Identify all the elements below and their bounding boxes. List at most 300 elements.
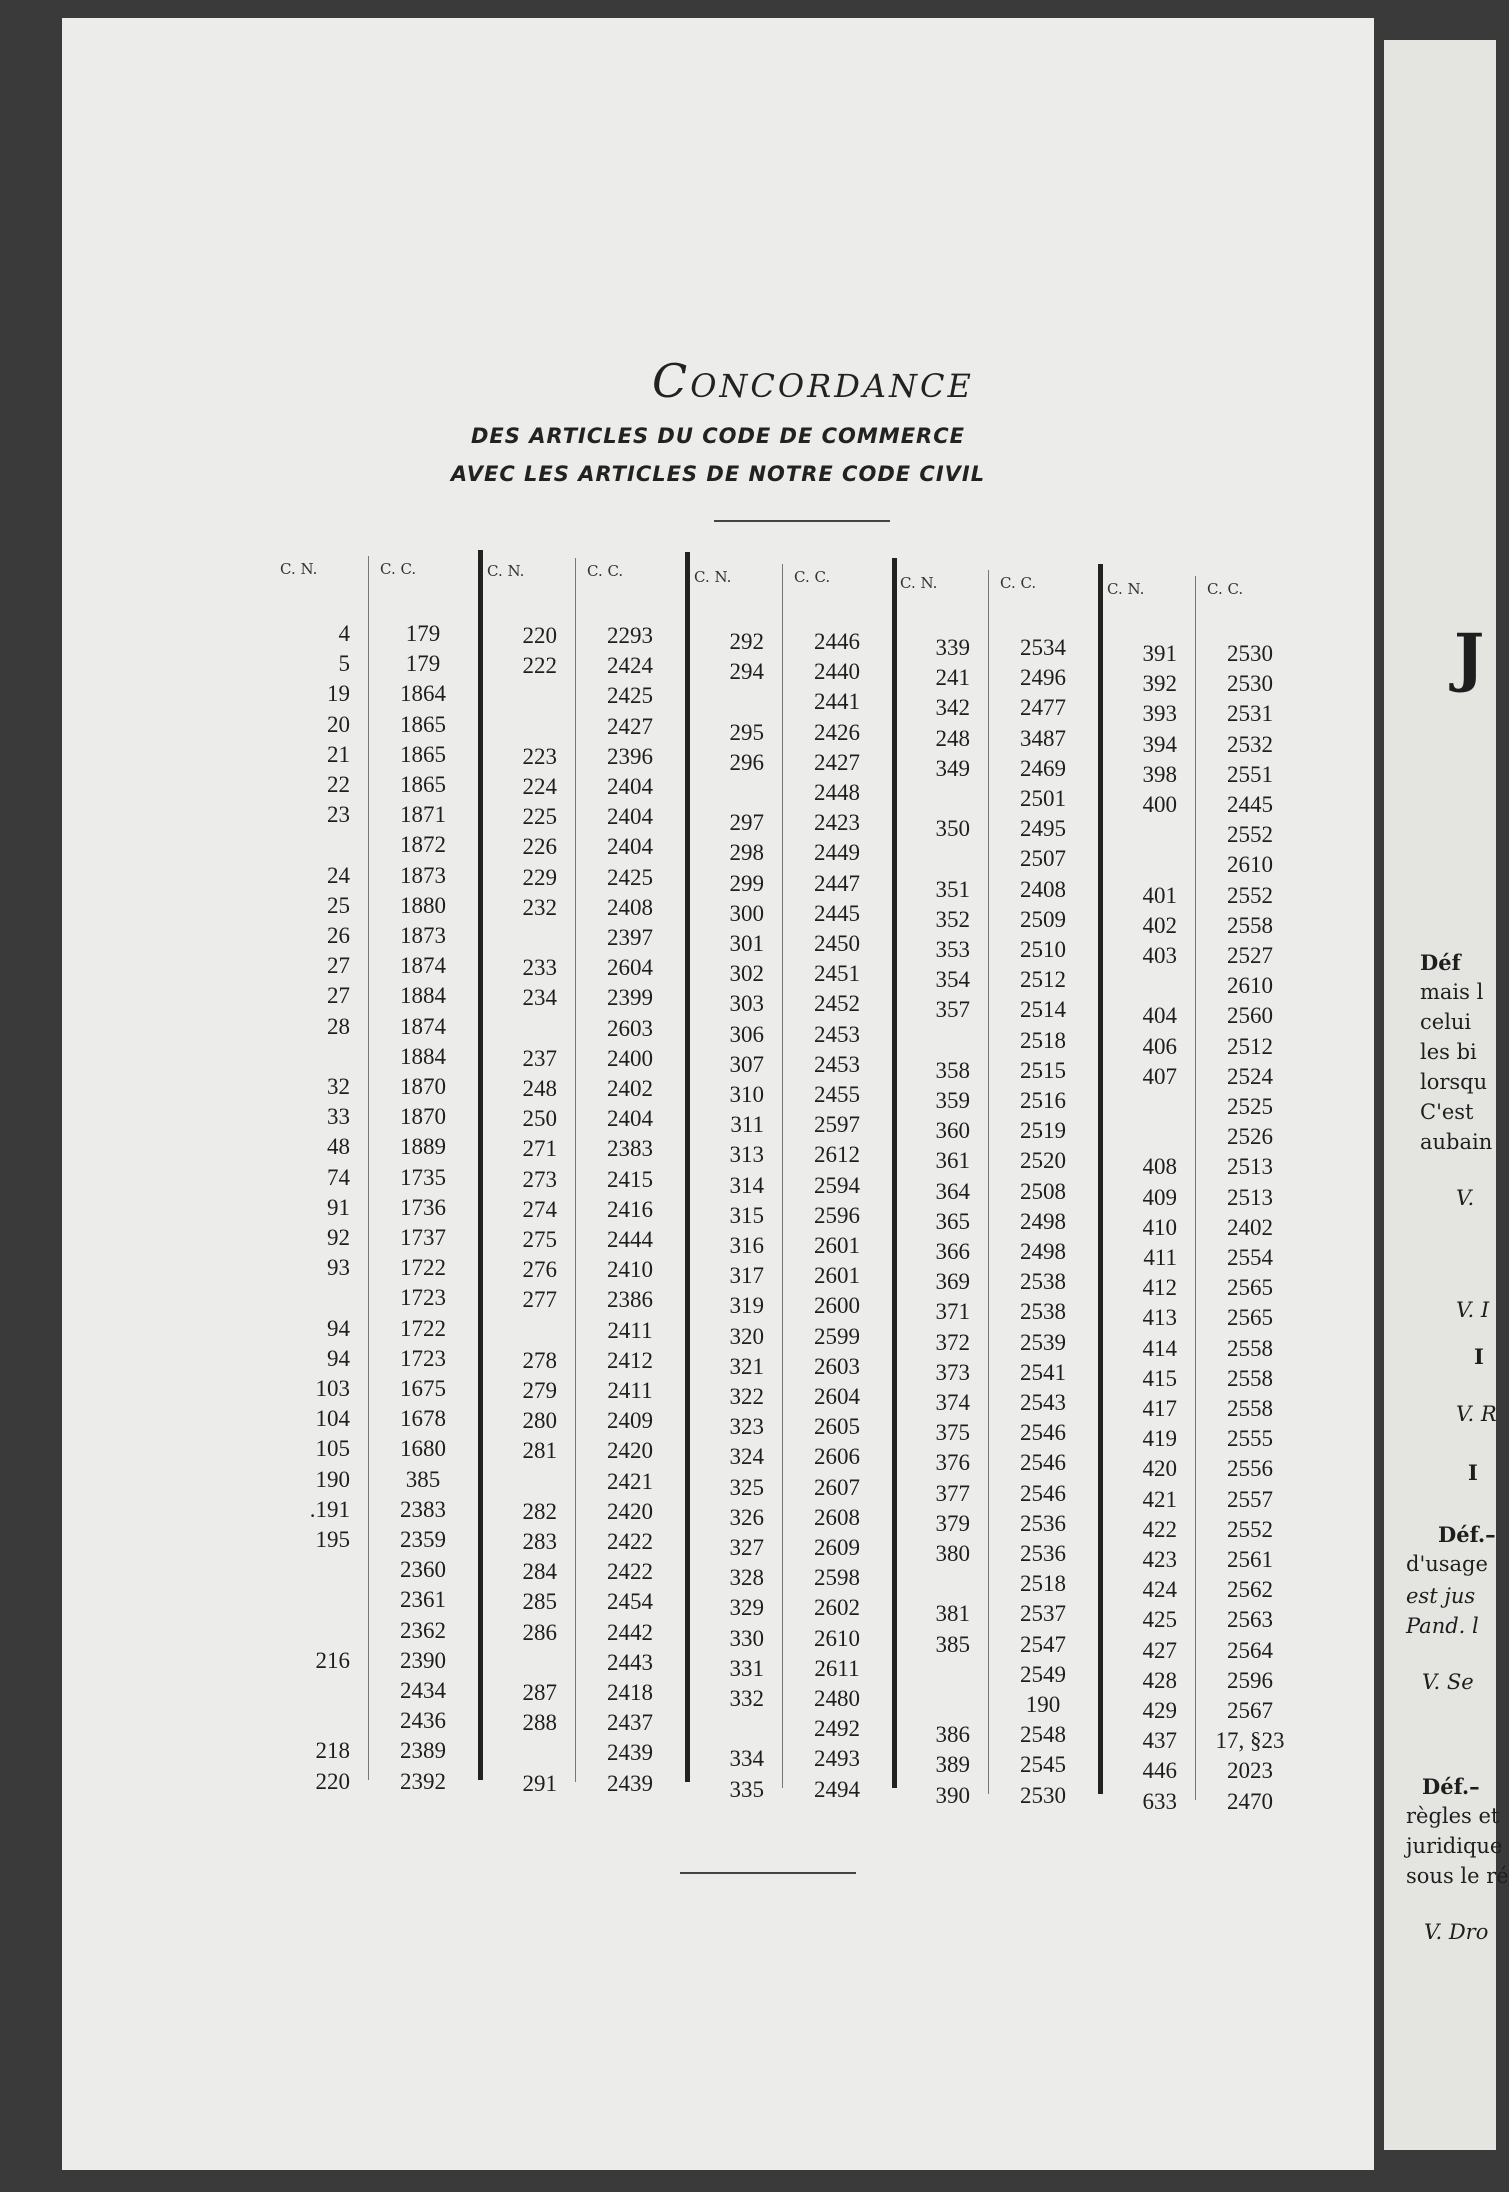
cell-cn: 403 bbox=[1142, 943, 1177, 968]
cell-cc: 2605 bbox=[814, 1414, 860, 1440]
cell-cc: 2455 bbox=[814, 1082, 860, 1107]
cell-cn: 279 bbox=[522, 1378, 557, 1403]
cell-cn: 331 bbox=[729, 1655, 764, 1681]
cell-cc: 1884 bbox=[400, 983, 446, 1009]
cell-cc: 2427 bbox=[814, 749, 860, 775]
col-header-cn-3: C. N. bbox=[694, 568, 732, 586]
cell-cc: 2436 bbox=[400, 1708, 446, 1734]
cell-cc: 2518 bbox=[1020, 1571, 1066, 1597]
cell-cn: 321 bbox=[729, 1353, 764, 1379]
right-page-text-fragment: règles et bbox=[1406, 1804, 1500, 1828]
col-header-cn-1: C. N. bbox=[280, 560, 318, 578]
cell-cn: 282 bbox=[522, 1498, 557, 1524]
cell-cn: 437 bbox=[1142, 1728, 1177, 1754]
cell-cc: 2360 bbox=[400, 1557, 446, 1583]
col-header-cn-2: C. N. bbox=[487, 562, 525, 580]
cell-cn: 237 bbox=[522, 1045, 557, 1071]
cell-cc: 1865 bbox=[400, 741, 446, 767]
cell-cn: 248 bbox=[935, 725, 970, 751]
cell-cc: 2602 bbox=[814, 1595, 860, 1621]
cell-cc: 2443 bbox=[607, 1649, 653, 1675]
cell-cn: 311 bbox=[730, 1112, 764, 1138]
right-page-fragment bbox=[1384, 40, 1509, 2150]
col-header-cn-4: C. N. bbox=[900, 574, 938, 592]
cell-cn: 285 bbox=[522, 1589, 557, 1615]
cell-cn: 325 bbox=[729, 1474, 764, 1500]
cell-cn: 271 bbox=[522, 1136, 557, 1162]
cell-cc: 1889 bbox=[400, 1134, 446, 1160]
cell-cn: 216 bbox=[315, 1647, 350, 1673]
cell-cc: 2525 bbox=[1227, 1094, 1273, 1119]
cell-cn: 350 bbox=[935, 816, 970, 842]
cell-cc: 2598 bbox=[814, 1565, 860, 1591]
cell-cn: 342 bbox=[935, 695, 970, 721]
cell-cc: 2412 bbox=[607, 1347, 653, 1373]
cell-cc: 2562 bbox=[1227, 1577, 1273, 1603]
cell-cc: 2519 bbox=[1020, 1118, 1066, 1144]
cell-cn: 4 bbox=[338, 621, 350, 646]
cell-cc: 2610 bbox=[814, 1625, 860, 1651]
cell-cc: 2526 bbox=[1227, 1124, 1273, 1150]
cell-cn: 366 bbox=[935, 1239, 970, 1264]
cell-cn: 250 bbox=[522, 1106, 557, 1132]
cell-cc: 1675 bbox=[400, 1376, 446, 1401]
right-page-text-fragment: mais l bbox=[1420, 980, 1484, 1004]
right-page-text-fragment: V. bbox=[1456, 1186, 1475, 1210]
cell-cn: 294 bbox=[729, 659, 764, 685]
cell-cn: 417 bbox=[1142, 1396, 1177, 1421]
right-page-text-fragment: Pand. l bbox=[1406, 1614, 1479, 1638]
cell-cn: 32 bbox=[327, 1074, 350, 1099]
cell-cc: 2422 bbox=[607, 1559, 653, 1585]
cell-cc: 179 bbox=[405, 621, 441, 646]
cell-cn: 48 bbox=[327, 1134, 350, 1160]
cell-cc: 2420 bbox=[607, 1498, 653, 1524]
cell-cc: 2477 bbox=[1020, 695, 1066, 721]
cell-cc: 2480 bbox=[814, 1686, 860, 1711]
cell-cc: 2423 bbox=[814, 810, 860, 836]
cell-cc: 3487 bbox=[1020, 725, 1066, 751]
cell-cn: 390 bbox=[935, 1782, 970, 1808]
cell-cn: 277 bbox=[522, 1287, 557, 1313]
cell-cc: 1737 bbox=[400, 1225, 446, 1250]
cell-cn: 364 bbox=[935, 1178, 970, 1204]
cell-cc: 2515 bbox=[1020, 1057, 1066, 1083]
cell-cc: 2422 bbox=[607, 1529, 653, 1554]
cell-cc: 2495 bbox=[1020, 816, 1066, 842]
cell-cn: 373 bbox=[935, 1359, 970, 1385]
cell-cn: 24 bbox=[327, 862, 350, 888]
cell-cn: 25 bbox=[327, 892, 350, 918]
cell-cc: 2449 bbox=[814, 840, 860, 866]
cell-cn: 195 bbox=[315, 1527, 350, 1552]
cell-cc: 2411 bbox=[607, 1317, 653, 1343]
cell-cc: 1874 bbox=[400, 953, 446, 979]
cell-cc: 2516 bbox=[1020, 1088, 1066, 1113]
cell-cc: 2596 bbox=[1227, 1667, 1273, 1693]
cell-cc: 2510 bbox=[1020, 937, 1066, 962]
title-underline bbox=[714, 520, 890, 522]
cell-cn: 408 bbox=[1142, 1154, 1177, 1180]
cell-cn: 33 bbox=[327, 1104, 350, 1130]
cell-cc: 2439 bbox=[607, 1770, 653, 1796]
cell-cc: 2565 bbox=[1227, 1275, 1273, 1301]
cell-cc: 2445 bbox=[814, 900, 860, 926]
right-page-text-fragment: lorsqu bbox=[1420, 1070, 1488, 1094]
cell-cn: 428 bbox=[1142, 1667, 1177, 1693]
cell-cn: 23 bbox=[327, 802, 350, 828]
cell-cc: 2541 bbox=[1020, 1359, 1066, 1385]
cell-cc: 2567 bbox=[1227, 1698, 1273, 1723]
cell-cn: 381 bbox=[935, 1601, 970, 1627]
cell-cn: 349 bbox=[935, 755, 970, 781]
cell-cc: 2551 bbox=[1227, 761, 1273, 787]
cell-cn: 413 bbox=[1142, 1305, 1177, 1331]
cell-cc: 2361 bbox=[400, 1587, 446, 1613]
cell-cc: 2437 bbox=[607, 1710, 653, 1736]
subtitle-line-2: AVEC LES ARTICLES DE NOTRE CODE CIVIL bbox=[450, 462, 986, 486]
cell-cc: 2469 bbox=[1020, 755, 1066, 781]
cell-cc: 2441 bbox=[814, 689, 860, 715]
cell-cn: 275 bbox=[522, 1227, 557, 1252]
cell-cn: 229 bbox=[522, 864, 557, 890]
cell-cc: 2415 bbox=[607, 1166, 653, 1192]
cell-cc: 2565 bbox=[1227, 1305, 1273, 1331]
cell-cc: 1864 bbox=[400, 681, 446, 707]
page-title: Concordance bbox=[652, 354, 974, 408]
cell-cc: 1865 bbox=[400, 711, 446, 737]
cell-cn: 414 bbox=[1142, 1335, 1177, 1361]
cell-cc: 2561 bbox=[1227, 1547, 1273, 1572]
cell-cc: 2539 bbox=[1020, 1329, 1066, 1355]
cell-cc: 2603 bbox=[607, 1015, 653, 1041]
cell-cc: 2421 bbox=[607, 1468, 653, 1494]
cell-cn: 220 bbox=[315, 1768, 350, 1794]
cell-cc: 2536 bbox=[1020, 1510, 1066, 1536]
cell-cc: 2530 bbox=[1227, 641, 1273, 666]
cell-cc: 2452 bbox=[814, 991, 860, 1017]
cell-cc: 2552 bbox=[1227, 1516, 1273, 1542]
cell-cn: 410 bbox=[1142, 1214, 1177, 1240]
cell-cc: 2404 bbox=[607, 804, 653, 830]
cell-cc: 2445 bbox=[1227, 792, 1273, 817]
cell-cn: 404 bbox=[1142, 1003, 1177, 1029]
cell-cc: 179 bbox=[405, 651, 441, 677]
right-page-text-fragment: J bbox=[1454, 620, 1485, 695]
cell-cc: 2402 bbox=[607, 1076, 653, 1101]
cell-cc: 1872 bbox=[400, 832, 446, 858]
cell-cc: 2442 bbox=[607, 1619, 653, 1645]
cell-cc: 2512 bbox=[1020, 967, 1066, 993]
cell-cc: 17, §23 bbox=[1215, 1728, 1285, 1754]
subtitle-line-1: DES ARTICLES DU CODE DE COMMERCE bbox=[471, 424, 965, 448]
right-page-text-fragment: I bbox=[1468, 1460, 1478, 1485]
cell-cc: 2520 bbox=[1020, 1148, 1066, 1174]
col-header-cc-5: C. C. bbox=[1207, 580, 1244, 598]
right-page-text-fragment: sous le ré bbox=[1406, 1864, 1509, 1888]
cell-cc: 2453 bbox=[814, 1021, 860, 1047]
cell-cc: 2408 bbox=[1020, 876, 1066, 902]
cell-cn: 372 bbox=[935, 1329, 970, 1355]
cell-cn: 429 bbox=[1142, 1698, 1177, 1723]
cell-cc: 2538 bbox=[1020, 1269, 1066, 1295]
cell-cc: 2410 bbox=[607, 1257, 653, 1283]
cell-cn: 93 bbox=[327, 1255, 350, 1281]
cell-cn: 330 bbox=[729, 1625, 764, 1651]
cell-cc: 2555 bbox=[1227, 1426, 1273, 1452]
cell-cc: 1736 bbox=[400, 1194, 446, 1220]
cell-cn: 332 bbox=[729, 1686, 764, 1711]
right-page-text-fragment: juridique bbox=[1406, 1834, 1503, 1858]
cell-cn: 94 bbox=[327, 1345, 350, 1371]
cell-cn: 380 bbox=[935, 1541, 970, 1566]
cell-cn: 225 bbox=[522, 804, 557, 830]
cell-cc: 2604 bbox=[607, 955, 653, 981]
cell-cc: 2564 bbox=[1227, 1637, 1273, 1663]
cell-cc: 1873 bbox=[400, 862, 446, 888]
cell-cn: 335 bbox=[729, 1776, 764, 1802]
cell-cc: 2454 bbox=[607, 1589, 653, 1615]
cell-cc: 2389 bbox=[400, 1738, 446, 1764]
col-header-cc-2: C. C. bbox=[587, 562, 624, 580]
cell-cn: 299 bbox=[729, 870, 764, 896]
cell-cn: 633 bbox=[1142, 1788, 1177, 1814]
cell-cc: 2594 bbox=[814, 1172, 860, 1198]
cell-cc: 2426 bbox=[814, 719, 860, 745]
right-page-text-fragment: celui bbox=[1420, 1010, 1472, 1034]
cell-cn: 379 bbox=[935, 1510, 970, 1536]
left-page bbox=[62, 18, 1374, 2170]
cell-cc: 2610 bbox=[1227, 852, 1273, 878]
cell-cn: 419 bbox=[1142, 1426, 1177, 1452]
cell-cc: 2470 bbox=[1227, 1788, 1273, 1814]
cell-cn: 310 bbox=[729, 1082, 764, 1107]
cell-cc: 385 bbox=[405, 1466, 441, 1492]
cell-cc: 1871 bbox=[400, 802, 446, 828]
right-page-text-fragment: V. Dro bbox=[1424, 1920, 1489, 1944]
cell-cn: 446 bbox=[1142, 1758, 1177, 1784]
cell-cc: 2560 bbox=[1227, 1003, 1273, 1029]
cell-cn: 105 bbox=[315, 1436, 350, 1462]
cell-cc: 2601 bbox=[814, 1263, 860, 1289]
cell-cn: 27 bbox=[327, 953, 350, 979]
cell-cn: 412 bbox=[1142, 1275, 1177, 1301]
cell-cc: 2607 bbox=[814, 1474, 860, 1500]
cell-cc: 1870 bbox=[400, 1104, 446, 1130]
cell-cn: 327 bbox=[729, 1535, 764, 1560]
cell-cn: 292 bbox=[729, 629, 764, 654]
cell-cc: 2606 bbox=[814, 1444, 860, 1470]
col-header-cn-5: C. N. bbox=[1107, 580, 1145, 598]
cell-cc: 2383 bbox=[400, 1496, 446, 1522]
cell-cn: 92 bbox=[327, 1225, 350, 1250]
cell-cc: 2558 bbox=[1227, 1335, 1273, 1361]
cell-cc: 2545 bbox=[1020, 1752, 1066, 1778]
cell-cn: 323 bbox=[729, 1414, 764, 1440]
cell-cc: 2427 bbox=[607, 713, 653, 739]
cell-cc: 2390 bbox=[400, 1647, 446, 1673]
cell-cn: 297 bbox=[729, 810, 764, 836]
cell-cn: 233 bbox=[522, 955, 557, 981]
cell-cn: 353 bbox=[935, 937, 970, 962]
cell-cn: 369 bbox=[935, 1269, 970, 1295]
cell-cc: 1880 bbox=[400, 892, 446, 918]
cell-cn: 241 bbox=[935, 665, 970, 691]
cell-cc: 2534 bbox=[1020, 635, 1066, 660]
cell-cc: 2399 bbox=[607, 985, 653, 1011]
cell-cc: 2450 bbox=[814, 931, 860, 956]
cell-cn: 248 bbox=[522, 1076, 557, 1101]
cell-cn: 400 bbox=[1142, 792, 1177, 817]
cell-cc: 2439 bbox=[607, 1740, 653, 1766]
cell-cn: 391 bbox=[1142, 641, 1177, 666]
cell-cn: 19 bbox=[327, 681, 350, 707]
cell-cc: 2547 bbox=[1020, 1631, 1066, 1657]
cell-cn: 226 bbox=[522, 834, 557, 860]
cell-cc: 2408 bbox=[607, 894, 653, 920]
cell-cn: 339 bbox=[935, 635, 970, 660]
cell-cc: 2492 bbox=[814, 1716, 860, 1742]
cell-cc: 2537 bbox=[1020, 1601, 1066, 1627]
cell-cn: 359 bbox=[935, 1088, 970, 1113]
cell-cc: 2507 bbox=[1020, 846, 1066, 872]
cell-cn: 415 bbox=[1142, 1365, 1177, 1391]
cell-cn: 358 bbox=[935, 1057, 970, 1083]
cell-cn: 322 bbox=[729, 1384, 764, 1409]
cell-cc: 2420 bbox=[607, 1438, 653, 1464]
cell-cn: 409 bbox=[1142, 1184, 1177, 1210]
cell-cc: 2440 bbox=[814, 659, 860, 685]
cell-cc: 2604 bbox=[814, 1384, 860, 1409]
cell-cc: 2557 bbox=[1227, 1486, 1273, 1512]
cell-cc: 2538 bbox=[1020, 1299, 1066, 1325]
cell-cn: 354 bbox=[935, 967, 970, 993]
cell-cn: 319 bbox=[729, 1293, 764, 1319]
cell-cn: 27 bbox=[327, 983, 350, 1009]
cell-cc: 2409 bbox=[607, 1408, 653, 1434]
cell-cn: 301 bbox=[729, 931, 764, 956]
cell-cn: 420 bbox=[1142, 1456, 1177, 1482]
col-header-cc-1: C. C. bbox=[380, 560, 417, 578]
cell-cn: 300 bbox=[729, 900, 764, 926]
cell-cn: 296 bbox=[729, 749, 764, 775]
cell-cc: 2498 bbox=[1020, 1239, 1066, 1264]
cell-cn: 316 bbox=[729, 1233, 764, 1258]
cell-cn: 357 bbox=[935, 997, 970, 1023]
cell-cc: 2501 bbox=[1020, 786, 1066, 811]
cell-cc: 1723 bbox=[400, 1345, 446, 1371]
cell-cc: 2362 bbox=[400, 1617, 446, 1643]
cell-cc: 1735 bbox=[400, 1164, 446, 1190]
cell-cn: 352 bbox=[935, 906, 970, 932]
cell-cc: 2597 bbox=[814, 1112, 860, 1138]
cell-cn: 74 bbox=[327, 1164, 350, 1190]
cell-cc: 1874 bbox=[400, 1013, 446, 1039]
cell-cc: 1884 bbox=[400, 1043, 446, 1069]
cell-cn: 222 bbox=[522, 653, 557, 679]
cell-cn: 351 bbox=[935, 876, 970, 902]
cell-cc: 2563 bbox=[1227, 1607, 1273, 1633]
cell-cc: 2397 bbox=[607, 925, 653, 950]
cell-cc: 2546 bbox=[1020, 1480, 1066, 1506]
cell-cn: 398 bbox=[1142, 761, 1177, 787]
right-page-text-fragment: Déf.– bbox=[1422, 1774, 1480, 1799]
cell-cn: 421 bbox=[1142, 1486, 1177, 1512]
cell-cn: 328 bbox=[729, 1565, 764, 1591]
cell-cc: 2514 bbox=[1020, 997, 1066, 1023]
cell-cc: 2530 bbox=[1020, 1782, 1066, 1808]
cell-cn: 295 bbox=[729, 719, 764, 745]
cell-cn: 104 bbox=[315, 1406, 350, 1432]
cell-cn: 91 bbox=[327, 1194, 350, 1220]
cell-cc: 1873 bbox=[400, 923, 446, 948]
cell-cc: 2411 bbox=[607, 1378, 653, 1403]
cell-cn: 218 bbox=[315, 1738, 350, 1764]
cell-cn: 377 bbox=[935, 1480, 970, 1506]
cell-cc: 2023 bbox=[1227, 1758, 1273, 1784]
cell-cn: 276 bbox=[522, 1257, 557, 1283]
cell-cc: 2558 bbox=[1227, 1365, 1273, 1391]
cell-cc: 2546 bbox=[1020, 1450, 1066, 1476]
cell-cn: 303 bbox=[729, 991, 764, 1017]
cell-cc: 2610 bbox=[1227, 973, 1273, 999]
cell-cn: 94 bbox=[327, 1315, 350, 1341]
cell-cn: 103 bbox=[315, 1376, 350, 1401]
cell-cc: 2518 bbox=[1020, 1027, 1066, 1053]
cell-cc: 2448 bbox=[814, 780, 860, 805]
cell-cn: 274 bbox=[522, 1196, 557, 1222]
cell-cn: 313 bbox=[729, 1142, 764, 1168]
cell-cc: 2404 bbox=[607, 774, 653, 799]
cell-cn: 389 bbox=[935, 1752, 970, 1778]
cell-cc: 2513 bbox=[1227, 1184, 1273, 1210]
cell-cn: 386 bbox=[935, 1722, 970, 1748]
cell-cn: 320 bbox=[729, 1323, 764, 1349]
cell-cc: 2453 bbox=[814, 1051, 860, 1077]
cell-cn: 334 bbox=[729, 1746, 764, 1772]
cell-cn: 306 bbox=[729, 1021, 764, 1047]
cell-cc: 190 bbox=[1025, 1692, 1061, 1717]
cell-cn: 361 bbox=[935, 1148, 970, 1174]
cell-cn: 374 bbox=[935, 1390, 970, 1415]
cell-cn: 288 bbox=[522, 1710, 557, 1736]
cell-cc: 2548 bbox=[1020, 1722, 1066, 1748]
cell-cc: 2493 bbox=[814, 1746, 860, 1772]
cell-cn: 317 bbox=[729, 1263, 764, 1289]
cell-cc: 2293 bbox=[607, 623, 653, 648]
cell-cc: 2496 bbox=[1020, 665, 1066, 691]
cell-cn: 234 bbox=[522, 985, 557, 1011]
cell-cc: 2531 bbox=[1227, 701, 1273, 727]
cell-cn: 401 bbox=[1142, 882, 1177, 908]
cell-cn: 307 bbox=[729, 1051, 764, 1077]
cell-cn: 287 bbox=[522, 1680, 557, 1705]
cell-cc: 2434 bbox=[400, 1678, 446, 1703]
cell-cn: 422 bbox=[1142, 1516, 1177, 1542]
cell-cn: 375 bbox=[935, 1420, 970, 1446]
cell-cc: 2536 bbox=[1020, 1541, 1066, 1566]
cell-cc: 2558 bbox=[1227, 912, 1273, 938]
cell-cn: 273 bbox=[522, 1166, 557, 1192]
cell-cn: 423 bbox=[1142, 1547, 1177, 1572]
cell-cn: 371 bbox=[935, 1299, 970, 1325]
cell-cn: 393 bbox=[1142, 701, 1177, 727]
cell-cc: 2402 bbox=[1227, 1214, 1273, 1240]
cell-cn: 424 bbox=[1142, 1577, 1177, 1603]
cell-cc: 2527 bbox=[1227, 943, 1273, 968]
cell-cc: 2447 bbox=[814, 870, 860, 896]
cell-cc: 1680 bbox=[400, 1436, 446, 1462]
